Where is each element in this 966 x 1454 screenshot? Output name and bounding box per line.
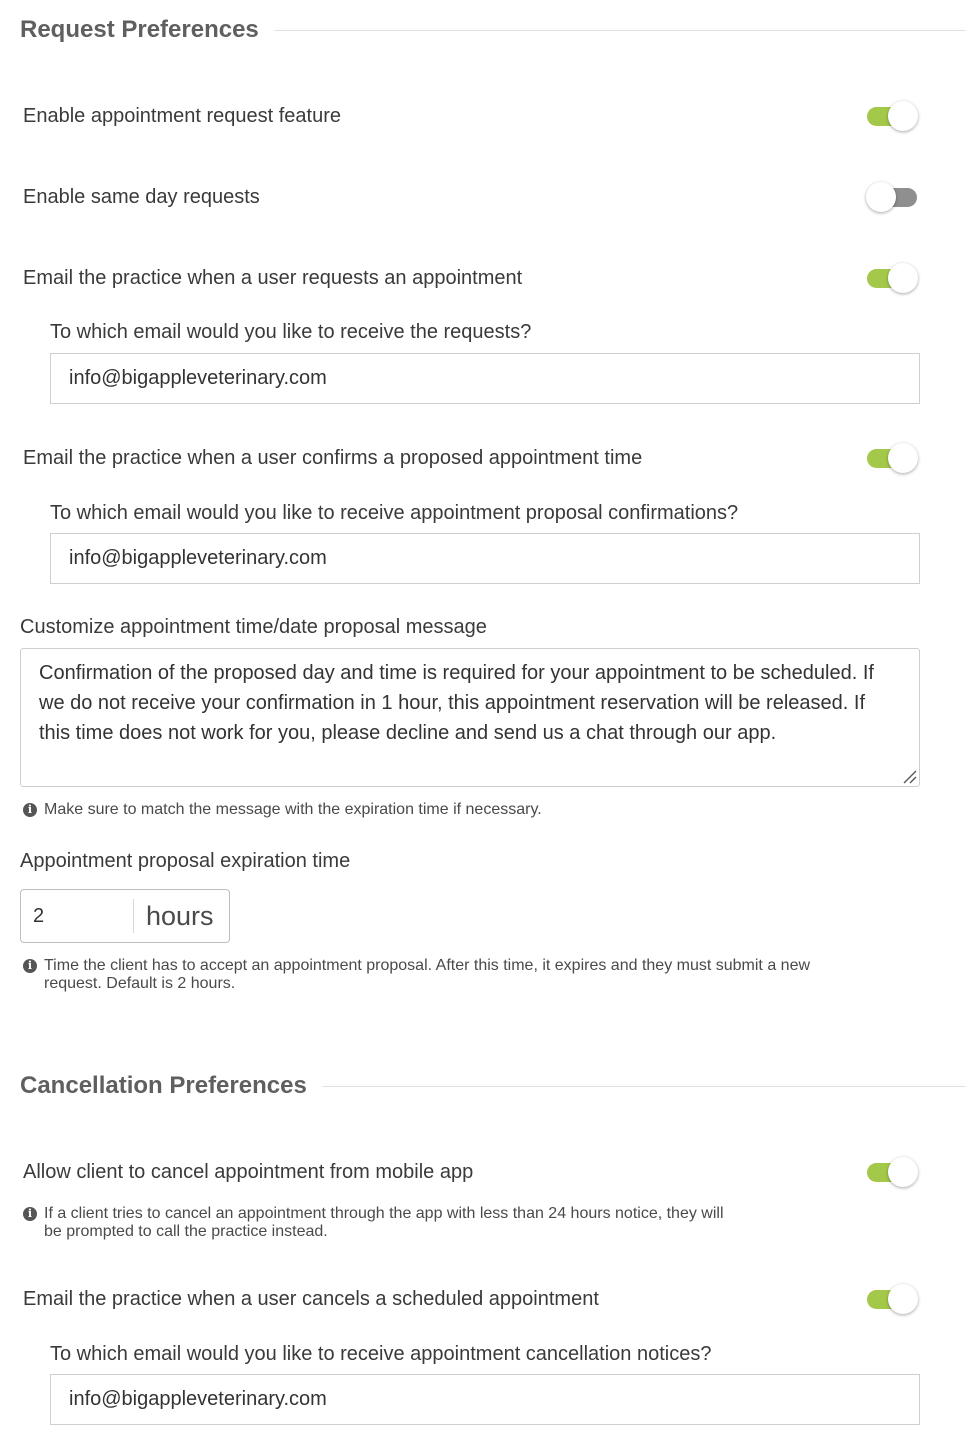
allow-cancel-help-line-2: be prompted to call the practice instead.	[44, 1223, 328, 1240]
expiration-help-line-2: request. Default is 2 hours.	[44, 975, 236, 992]
confirm-email-question: To which email would you like to receive appointment proposal confirmations?	[50, 502, 739, 524]
toggle-knob	[888, 101, 918, 131]
expiration-input-group	[20, 889, 230, 943]
enable-request-feature-label: Enable appointment request feature	[23, 104, 341, 127]
allow-cancel-help-line-1: If a client tries to cancel an appointment through the app with less than 24 hours notice, they will	[44, 1205, 724, 1222]
email-on-confirm-toggle[interactable]	[866, 441, 920, 475]
enable-same-day-toggle[interactable]	[866, 180, 920, 214]
request-preferences-title: Request Preferences	[20, 16, 259, 43]
resize-grip-icon[interactable]	[901, 768, 917, 784]
expiration-unit: hours	[146, 900, 214, 931]
expiration-help-text	[44, 957, 810, 993]
allow-cancel-help-text	[44, 1205, 724, 1241]
allow-cancel-toggle[interactable]	[866, 1155, 920, 1189]
toggle-knob	[888, 1284, 918, 1314]
request-email-question: To which email would you like to receive the requests?	[50, 321, 532, 343]
proposal-message-textarea[interactable]	[20, 648, 920, 787]
cancellation-preferences-title: Cancellation Preferences	[20, 1072, 307, 1099]
allow-cancel-help	[23, 1205, 724, 1241]
enable-request-feature-row	[23, 99, 920, 133]
cancellation-preferences-header	[20, 1072, 966, 1100]
allow-cancel-label: Allow client to cancel appointment from mobile app	[23, 1160, 474, 1183]
toggle-knob	[888, 263, 918, 293]
info-icon: i	[23, 803, 37, 817]
info-icon: i	[23, 1207, 37, 1221]
expiration-label: Appointment proposal expiration time	[20, 850, 351, 872]
section-divider	[322, 1086, 966, 1087]
enable-same-day-row	[23, 180, 920, 214]
cancel-email-question: To which email would you like to receive appointment cancellation notices?	[50, 1343, 712, 1365]
request-preferences-header	[20, 16, 966, 44]
section-divider	[274, 30, 966, 31]
toggle-knob	[866, 182, 896, 212]
email-on-request-label: Email the practice when a user requests an appointment	[23, 266, 523, 289]
email-on-request-toggle[interactable]	[866, 261, 920, 295]
email-on-request-row	[23, 261, 920, 295]
confirm-email-input[interactable]	[50, 533, 920, 584]
email-on-cancel-row	[23, 1282, 920, 1316]
cancel-email-input[interactable]	[50, 1374, 920, 1425]
expiration-help-line-1: Time the client has to accept an appointment proposal. After this time, it expires and they must submit a new	[44, 957, 811, 974]
enable-same-day-label: Enable same day requests	[23, 185, 260, 208]
info-icon: i	[23, 959, 37, 973]
expiration-help	[23, 957, 810, 993]
proposal-message-label: Customize appointment time/date proposal message	[20, 616, 487, 638]
enable-request-feature-toggle[interactable]	[866, 99, 920, 133]
expiration-hours-input[interactable]	[21, 896, 133, 936]
email-on-cancel-label: Email the practice when a user cancels a scheduled appointment	[23, 1287, 599, 1310]
allow-cancel-row	[23, 1155, 920, 1189]
email-on-confirm-row	[23, 441, 920, 475]
proposal-message-help-text: Make sure to match the message with the expiration time if necessary.	[44, 801, 542, 818]
proposal-message-help	[23, 801, 542, 819]
email-on-confirm-label: Email the practice when a user confirms a proposed appointment time	[23, 446, 643, 469]
toggle-knob	[888, 1157, 918, 1187]
toggle-knob	[888, 443, 918, 473]
request-email-input[interactable]	[50, 353, 920, 404]
input-divider	[133, 899, 134, 933]
email-on-cancel-toggle[interactable]	[866, 1282, 920, 1316]
